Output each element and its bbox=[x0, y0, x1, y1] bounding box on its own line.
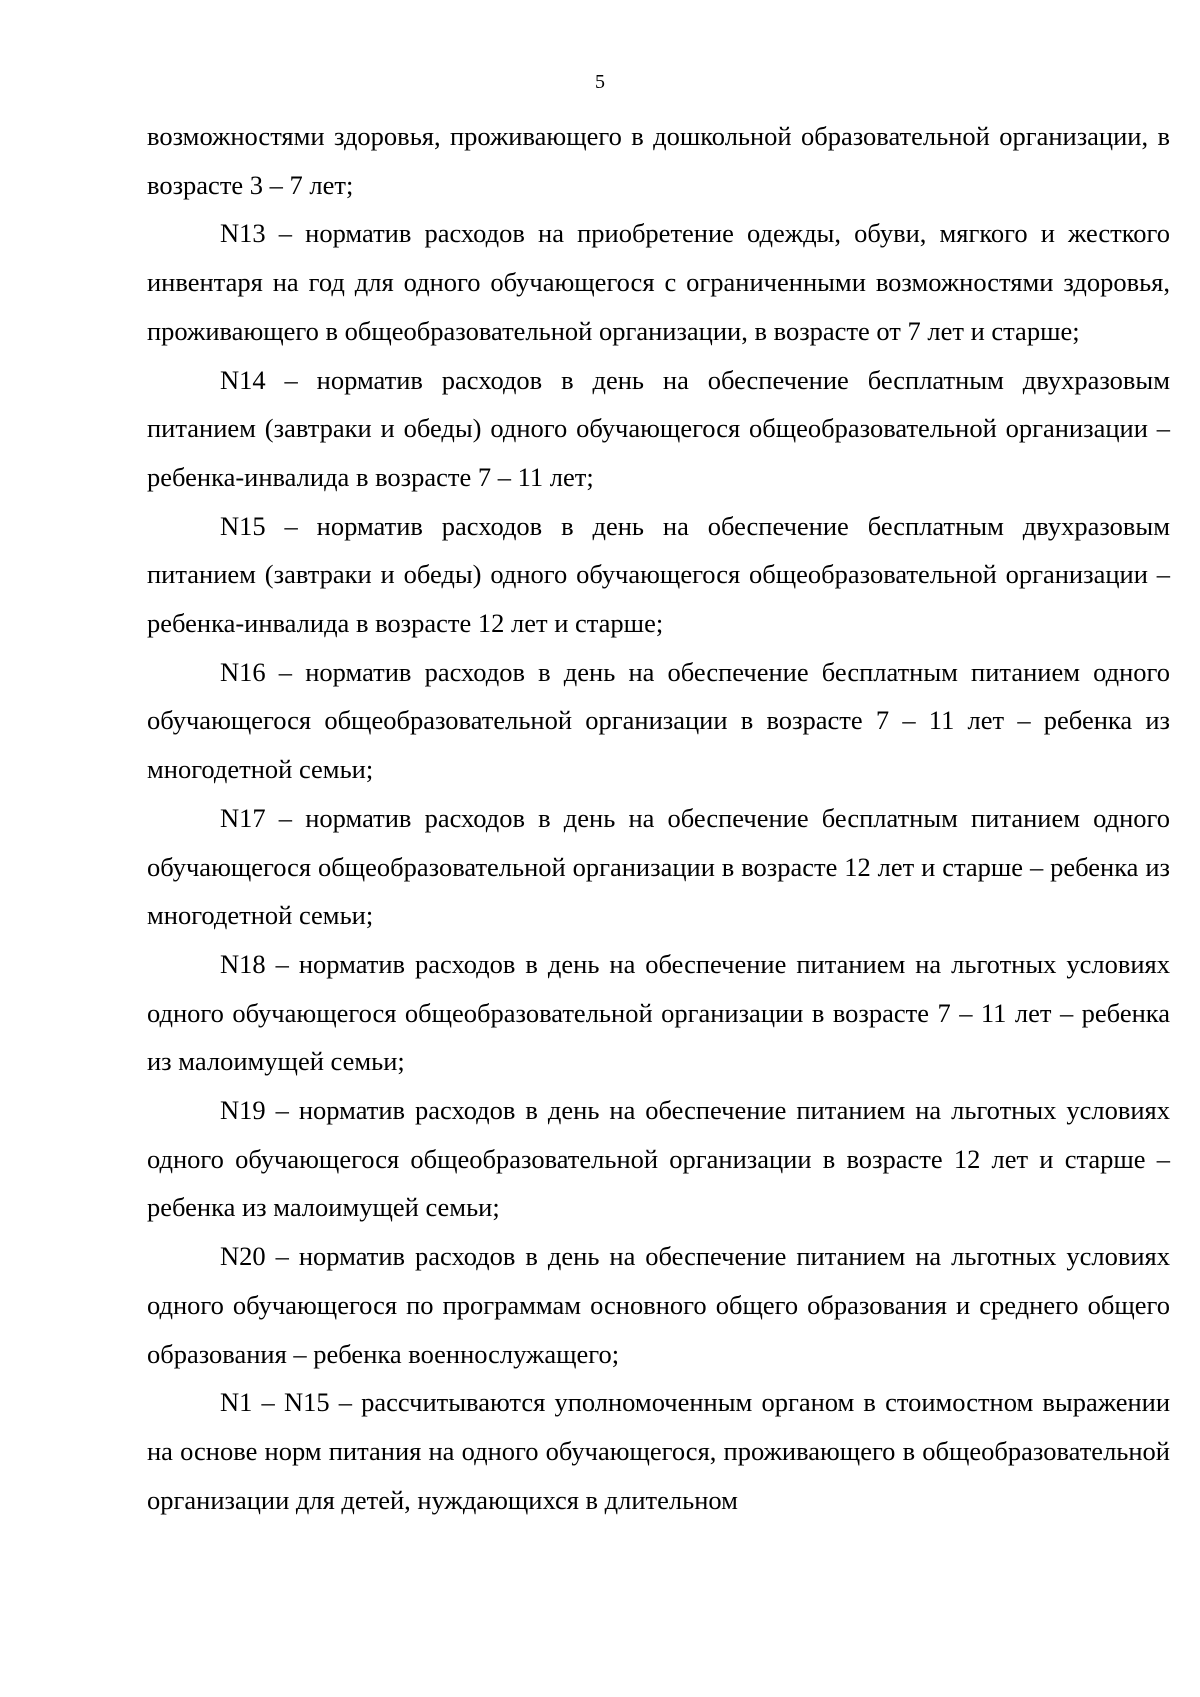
paragraph-n13: N13 – норматив расходов на приобретение одежды, обуви, мягкого и жесткого инвентаря на год для одного обучающегося с ограниченными возможностями здоровья, проживающего в общеобразовательной организации, в возрасте от 7 лет и старше; bbox=[147, 218, 1170, 346]
paragraph-continuation: возможностями здоровья, проживающего в дошкольной образовательной организации, в возрасте 3 – 7 лет; bbox=[147, 121, 1170, 200]
document-body bbox=[147, 112, 1170, 1524]
paragraph-n18: N18 – норматив расходов в день на обеспечение питанием на льготных условиях одного обучающегося общеобразовательной организации в возрасте 7 – 11 лет – ребенка из малоимущей семьи; bbox=[147, 948, 1170, 1077]
paragraph-n19: N19 – норматив расходов в день на обеспечение питанием на льготных условиях одного обучающегося общеобразовательной организации в возрасте 12 лет и старше – ребенка из малоимущей семьи; bbox=[147, 1095, 1170, 1223]
paragraph-n15: N15 – норматив расходов в день на обеспечение бесплатным двухразовым питанием (завтраки и обеды) одного обучающегося общеобразовательной организации – ребенка-инвалида в возрасте 12 лет и старше; bbox=[147, 510, 1170, 639]
page-number: 5 bbox=[595, 71, 605, 93]
paragraph-n17: N17 – норматив расходов в день на обеспечение бесплатным питанием одного обучающегося общеобразовательной организации в возрасте 12 лет и старше – ребенка из многодетной семьи; bbox=[147, 802, 1170, 931]
paragraph-n14: N14 – норматив расходов в день на обеспечение бесплатным двухразовым питанием (завтраки и обеды) одного обучающегося общеобразовательной организации – ребенка-инвалида в возрасте 7 – 11 лет; bbox=[147, 364, 1170, 492]
paragraph-n16: N16 – норматив расходов в день на обеспечение бесплатным питанием одного обучающегося общеобразовательной организации в возрасте 7 – 11 лет – ребенка из многодетной семьи; bbox=[147, 656, 1170, 785]
paragraph-n1-n15: N1 – N15 – рассчитываются уполномоченным органом в стоимостном выражении на основе норм питания на одного обучающегося, проживающего в общеобразовательной организации для детей, нуждающихся в длительном bbox=[147, 1387, 1170, 1515]
paragraph-n20: N20 – норматив расходов в день на обеспечение питанием на льготных условиях одного обучающегося по программам основного общего образования и среднего общего образования – ребенка военнослужащего; bbox=[147, 1241, 1170, 1369]
